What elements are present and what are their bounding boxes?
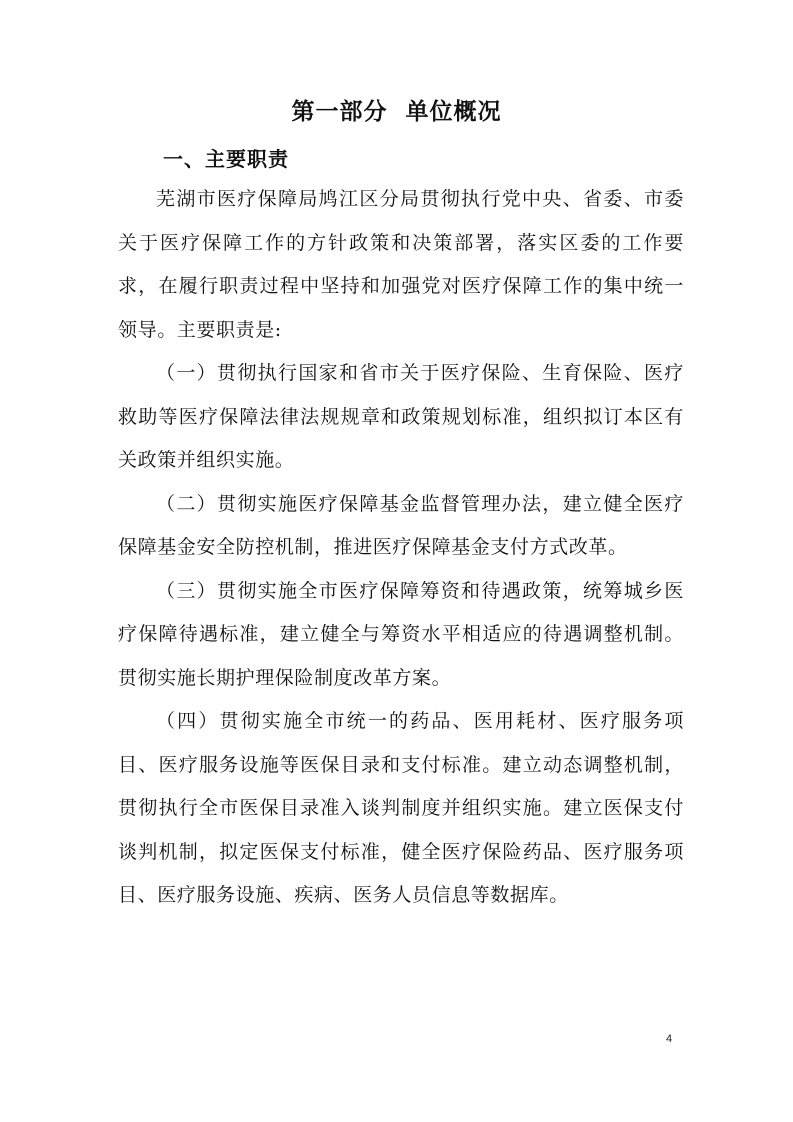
page-number: 4	[666, 1033, 673, 1045]
body-text	[118, 178, 684, 918]
paragraph-intro: 芜湖市医疗保障局鸠江区分局贯彻执行党中央、省委、市委关于医疗保障工作的方针政策和决策部署，落实区委的工作要求，在履行职责过程中坚持和加强党对医疗保障工作的集中统一领导。主要职责是:	[118, 188, 684, 341]
paragraph-item-2: （二）贯彻实施医疗保障基金监督管理办法，建立健全医疗保障基金安全防控机制，推进医疗保障基金支付方式改革。	[118, 492, 684, 558]
paragraph-item-4: （四）贯彻实施全市统一的药品、医用耗材、医疗服务项目、医疗服务设施等医保目录和支付标准。建立动态调整机制，贯彻执行全市医保目录准入谈判制度并组织实施。建立医保支付谈判机制，拟定医保支付标准，健全医疗保险药品、医疗服务项目、医疗服务设施、疾病、医务人员信息等数据库。	[118, 710, 684, 906]
section-heading: 一、主要职责	[163, 147, 289, 171]
paragraph-item-1: （一）贯彻执行国家和省市关于医疗保险、生育保险、医疗救助等医疗保障法律法规规章和政策规划标准，组织拟订本区有关政策并组织实施。	[118, 362, 684, 471]
paragraph-item-3: （三）贯彻实施全市医疗保障筹资和待遇政策，统筹城乡医疗保障待遇标准，建立健全与筹资水平相适应的待遇调整机制。贯彻实施长期护理保险制度改革方案。	[118, 579, 684, 689]
page-title: 第一部分 单位概况	[291, 99, 502, 125]
